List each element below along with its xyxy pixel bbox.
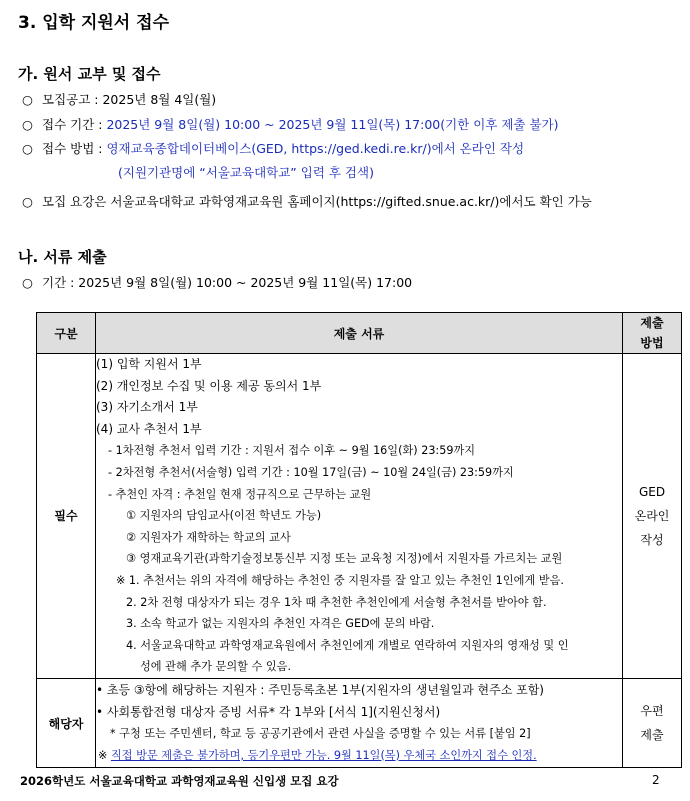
required-documents <box>96 354 623 679</box>
period-value: 2025년 9월 8일(월) 10:00 ~ 2025년 9월 11일(목) 17:00(기한 이후 제출 불가) <box>106 117 559 132</box>
table-header-row <box>37 313 682 354</box>
method-required-line2: 온라인 <box>634 508 670 523</box>
list-item: (3) 자기소개서 1부 <box>96 400 198 415</box>
header-documents: 제출 서류 <box>96 313 623 354</box>
note-item: 4. 서울교육대학교 과학영재교육원에서 추천인에게 개별로 연락하여 지원자의 영재성 및 인 <box>126 638 569 652</box>
list-item: (4) 교사 추천서 1부 <box>96 421 202 436</box>
recommender-qualification: - 추천인 자격 : 추천일 현재 정규직으로 근무하는 교원 <box>108 487 372 501</box>
bullet-icon: ○ <box>22 194 33 209</box>
header-method-line1: 제출 <box>640 316 664 330</box>
header-method-line2: 방법 <box>640 336 664 350</box>
notice-date-line <box>22 90 216 108</box>
method-note: (지원기관명에 “서울교육대학교” 입력 후 검색) <box>118 165 374 180</box>
bullet-icon: ○ <box>22 92 33 107</box>
guide-text: 모집 요강은 서울교육대학교 과학영재교육원 홈페이지(https://gifted.snue.ac.kr/)에서도 확인 가능 <box>42 194 592 209</box>
period-label: 접수 기간 : <box>42 117 107 132</box>
note-mark: ※ <box>98 748 111 762</box>
applicable-documents <box>96 678 623 767</box>
method-label: 접수 방법 : <box>42 141 107 156</box>
category-required: 필수 <box>37 354 96 679</box>
method-applicable-line2: 제출 <box>640 728 664 743</box>
qualification-item: ② 지원자가 재학하는 학교의 교사 <box>126 530 291 544</box>
method-required <box>623 354 682 679</box>
method-required-line3: 작성 <box>640 532 664 547</box>
list-item: (1) 입학 지원서 1부 <box>96 357 202 371</box>
method-applicable <box>623 678 682 767</box>
page-number: 2 <box>652 773 660 787</box>
note-item: 2. 2차 전형 대상자가 되는 경우 1차 때 추천한 추천인에게 서술형 추천서를 받아야 함. <box>126 595 547 609</box>
subsection-b-title: 나. 서류 제출 <box>18 248 107 266</box>
subsection-a-title: 가. 원서 교부 및 접수 <box>18 65 161 83</box>
section-title: 3. 입학 지원서 접수 <box>18 13 169 33</box>
method-line <box>22 139 524 157</box>
bullet-icon: ○ <box>22 141 33 156</box>
documents-table <box>36 312 682 768</box>
mail-note-text: 직접 방문 제출은 불가하며, 등기우편만 가능. 9월 11일(목) 우체국 소인까지 접수 인정. <box>110 748 537 762</box>
period-line <box>22 115 559 133</box>
recommendation-period-2: - 2차전형 추천서(서술형) 입력 기간 : 10월 17일(금) ~ 10월 24일(금) 23:59까지 <box>108 465 514 479</box>
footer-title: 2026학년도 서울교육대학교 과학영재교육원 신입생 모집 요강 <box>20 774 339 788</box>
mail-note <box>96 745 622 767</box>
guide-line <box>22 192 592 210</box>
method-required-line1: GED <box>638 484 666 499</box>
note-item: 성에 관해 추가 문의할 수 있음. <box>140 660 292 674</box>
bullet-icon: ○ <box>22 117 33 132</box>
qualification-item: ① 지원자의 담임교사(이전 학년도 가능) <box>126 509 322 523</box>
note-item: 3. 소속 학교가 없는 지원자의 추천인 자격은 GED에 문의 바람. <box>126 617 435 631</box>
notice-date: 모집공고 : 2025년 8월 4일(월) <box>42 92 217 107</box>
header-category: 구분 <box>37 313 96 354</box>
table-row-required <box>37 354 682 679</box>
table-row-applicable <box>37 678 682 767</box>
method-applicable-line1: 우편 <box>640 704 664 719</box>
bullet-icon: ○ <box>22 275 33 290</box>
list-item: (2) 개인정보 수집 및 이용 제공 동의서 1부 <box>96 378 322 393</box>
recommendation-period-1: - 1차전형 추천서 입력 기간 : 지원서 접수 이후 ~ 9월 16일(화) 23:59까지 <box>108 444 476 458</box>
submission-period: 기간 : 2025년 9월 8일(월) 10:00 ~ 2025년 9월 11일(목) 17:00 <box>42 275 413 290</box>
method-value: 영재교육종합데이터베이스(GED, https://ged.kedi.re.kr/)에서 온라인 작성 <box>106 141 525 156</box>
note-item: ※ 1. 추천서는 위의 자격에 해당하는 추천인 중 지원자를 잘 알고 있는 추천인 1인에게 받음. <box>116 573 564 587</box>
qualification-item: ③ 영재교육기관(과학기술정보통신부 지정 또는 교육청 지정)에서 지원자를 가르치는 교원 <box>126 552 563 566</box>
category-applicable: 해당자 <box>37 678 96 767</box>
list-item: • 사회통합전형 대상자 증빙 서류* 각 1부와 [서식 1](지원신청서) <box>96 704 441 719</box>
submission-period-line <box>22 273 412 291</box>
list-item: • 초등 ③항에 해당하는 지원자 : 주민등록초본 1부(지원자의 생년월일과 현주소 포함) <box>96 682 544 697</box>
header-method <box>623 313 682 354</box>
list-item: * 구청 또는 주민센터, 학교 등 공공기관에서 관련 사실을 증명할 수 있는 서류 [붙임 2] <box>110 727 531 741</box>
